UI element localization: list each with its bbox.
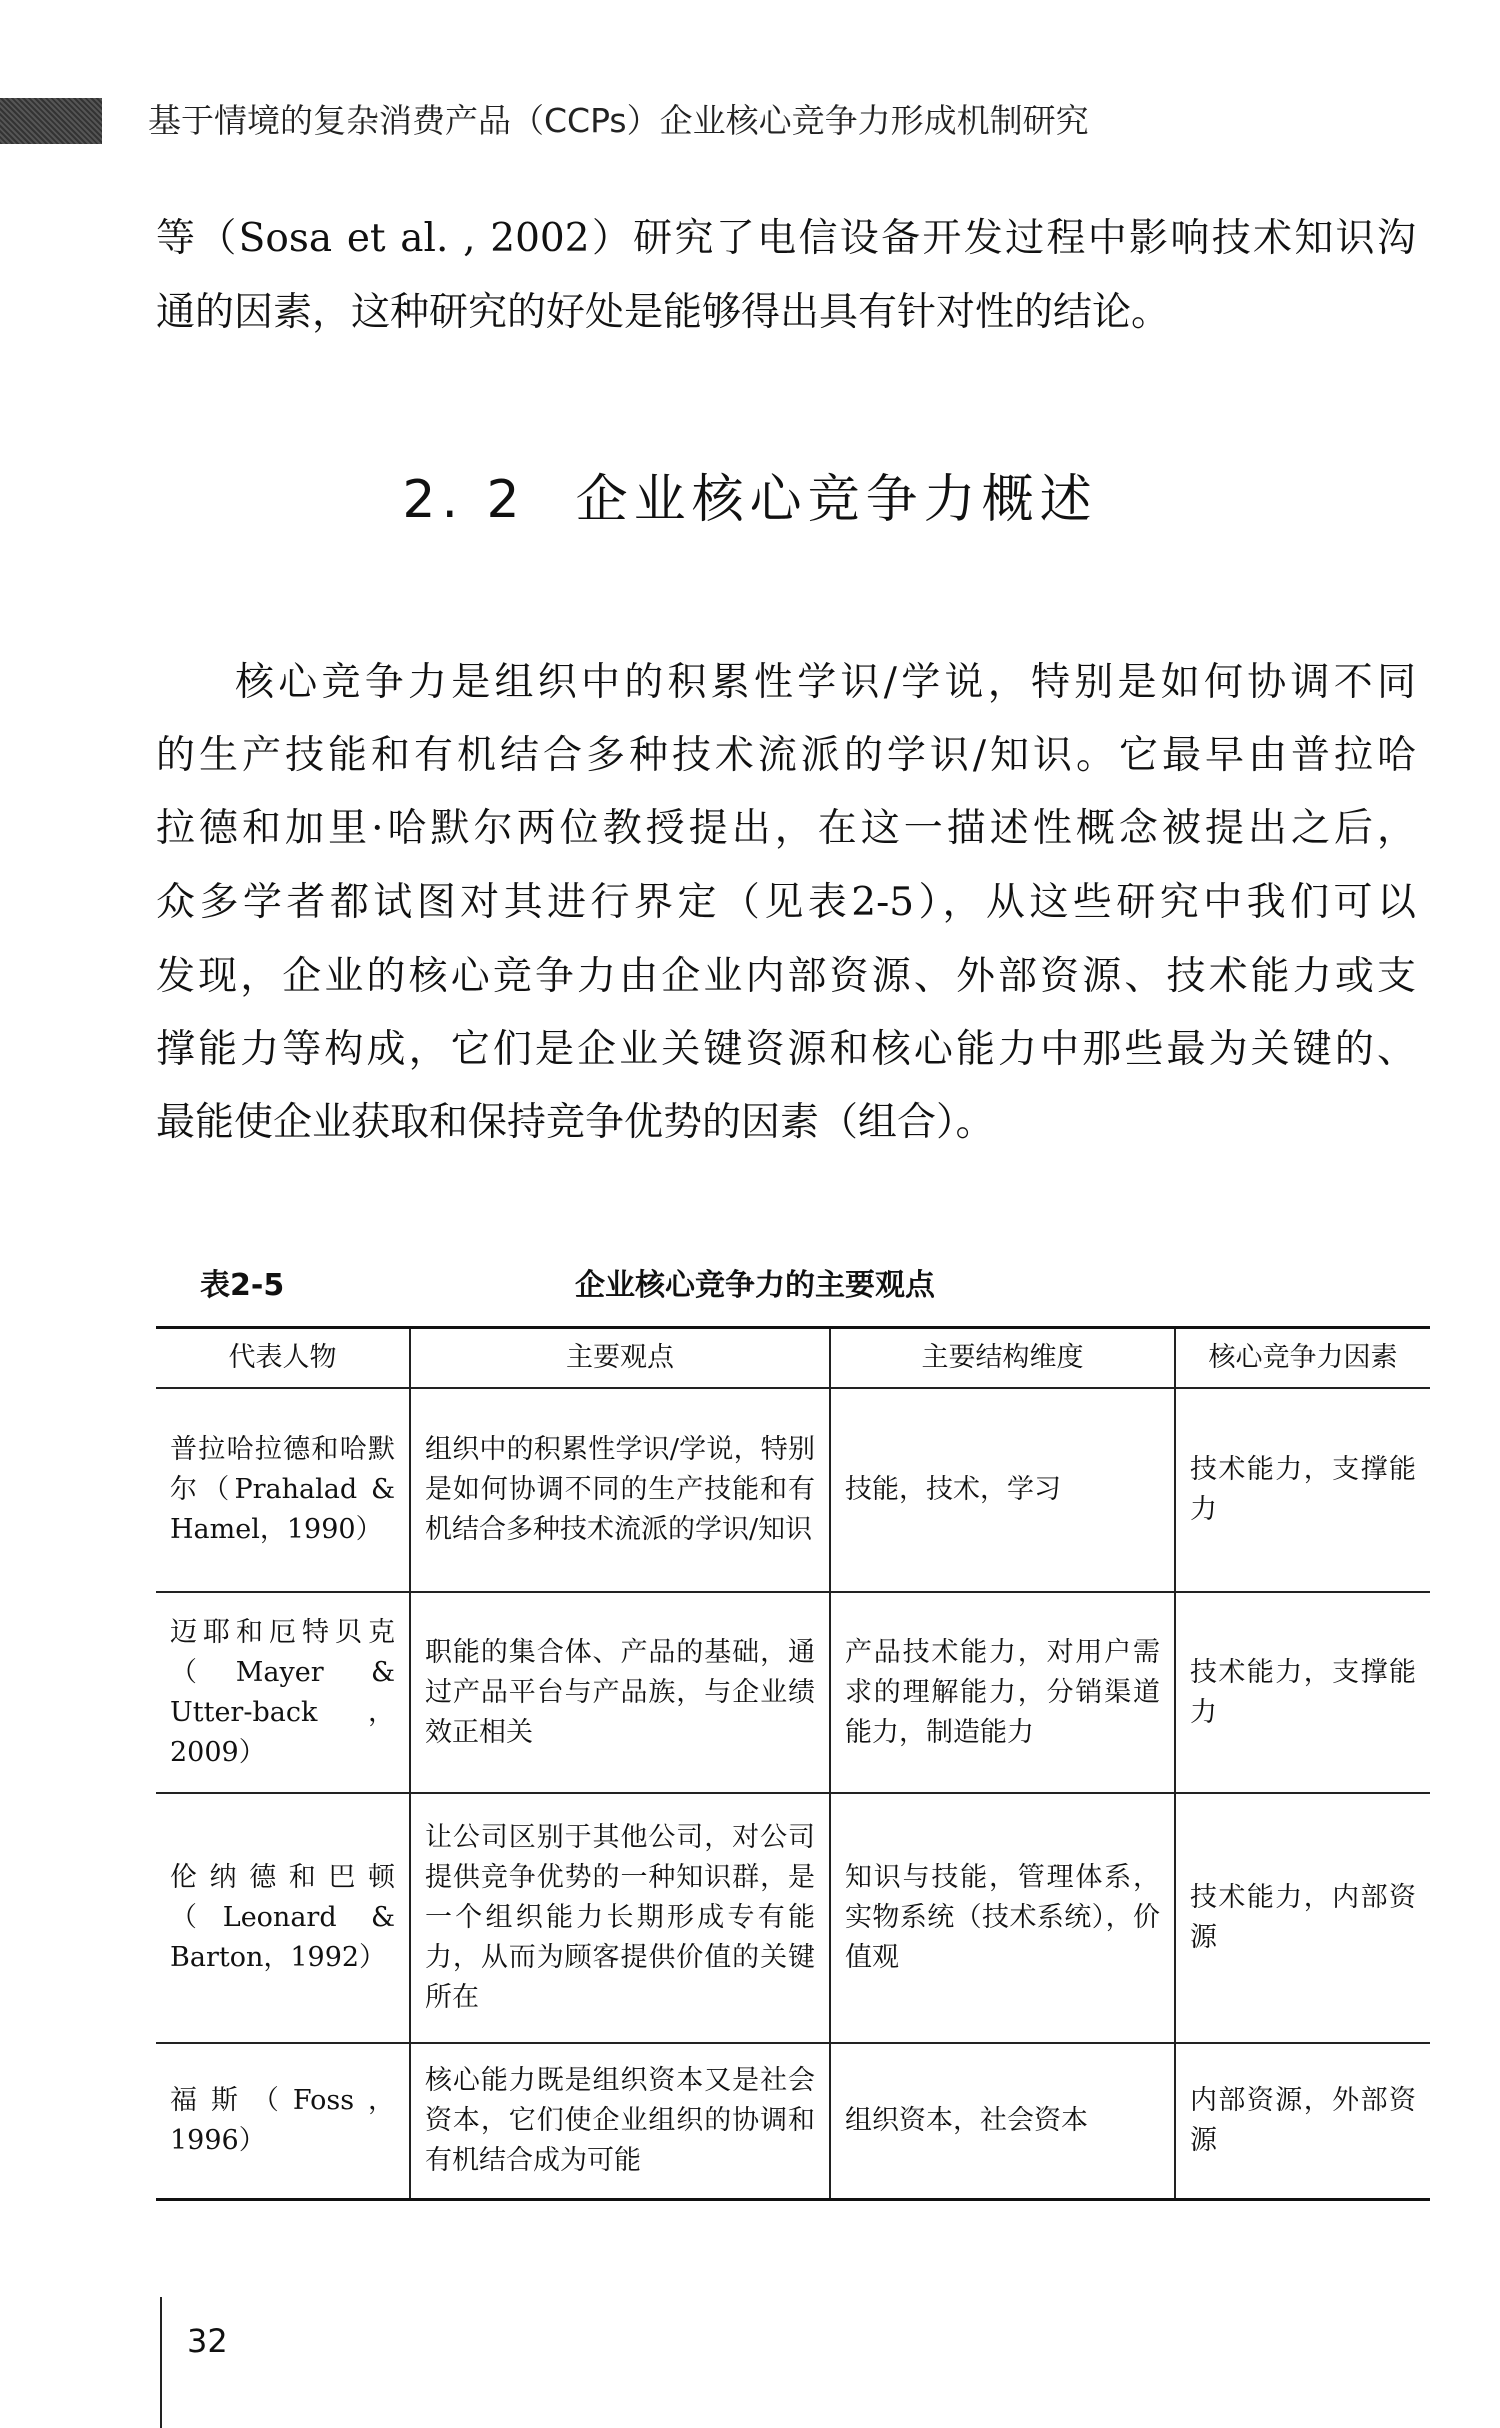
section-number: 2. 2 bbox=[402, 470, 526, 530]
paragraph-line: 核心竞争力是组织中的积累性学识/学说，特别是如何协调不同 bbox=[235, 660, 1416, 705]
paragraph-line: 最能使企业获取和保持竞争优势的因素（组合）。 bbox=[156, 1100, 995, 1145]
table-cell: 福斯（Foss，1996） bbox=[170, 2084, 395, 2156]
table-label: 表2-5 bbox=[200, 1268, 285, 1303]
table-cell: 组织资本，社会资本 bbox=[830, 2043, 1175, 2199]
core-competence-table bbox=[156, 1326, 1430, 2201]
table-cell: 让公司区别于其他公司，对公司提供竞争优势的一种知识群，是一个组织能力长期形成专有能力，从而为顾客提供价值的关键所在 bbox=[410, 1793, 830, 2043]
column-header: 核心竞争力因素 bbox=[1175, 1328, 1430, 1389]
header-marker bbox=[0, 98, 102, 144]
column-header: 主要观点 bbox=[410, 1328, 830, 1389]
margin-rule bbox=[160, 2297, 162, 2428]
section-title: 企业核心竞争力概述 bbox=[575, 470, 1098, 530]
table-row bbox=[156, 2043, 1430, 2199]
table-title: 企业核心竞争力的主要观点 bbox=[575, 1268, 935, 1303]
column-header: 代表人物 bbox=[228, 1342, 337, 1373]
table-row bbox=[156, 1388, 1430, 1592]
table-row bbox=[156, 1793, 1430, 2043]
intro-line: 通的因素，这种研究的好处是能够得出具有针对性的结论。 bbox=[156, 290, 1171, 335]
table-cell: 迈耶和厄特贝克（Mayer & Utter-back，2009） bbox=[170, 1616, 395, 1768]
paragraph-line: 众多学者都试图对其进行界定（见表2-5），从这些研究中我们可以 bbox=[156, 880, 1416, 925]
table-cell: 核心能力既是组织资本又是社会资本，它们使企业组织的协调和有机结合成为可能 bbox=[410, 2043, 830, 2199]
intro-line: 等（Sosa et al. , 2002）研究了电信设备开发过程中影响技术知识沟 bbox=[156, 216, 1416, 261]
column-header: 主要结构维度 bbox=[830, 1328, 1175, 1389]
table-header-row bbox=[156, 1328, 1430, 1389]
table-row bbox=[156, 1592, 1430, 1793]
table-cell: 普拉哈拉德和哈默尔（Prahalad & Hamel，1990） bbox=[170, 1434, 395, 1545]
page-number: 32 bbox=[187, 2322, 228, 2360]
table-cell: 技术能力，支撑能力 bbox=[1175, 1388, 1430, 1592]
table-cell: 技能，技术，学习 bbox=[830, 1388, 1175, 1592]
paragraph-line: 的生产技能和有机结合多种技术流派的学识/知识。它最早由普拉哈 bbox=[156, 733, 1416, 778]
paragraph-line: 撑能力等构成，它们是企业关键资源和核心能力中那些最为关键的、 bbox=[156, 1027, 1416, 1072]
table-cell: 知识与技能，管理体系，实物系统（技术系统），价值观 bbox=[830, 1793, 1175, 2043]
table-cell: 技术能力，内部资源 bbox=[1175, 1793, 1430, 2043]
table-cell: 职能的集合体、产品的基础，通过产品平台与产品族，与企业绩效正相关 bbox=[410, 1592, 830, 1793]
table-cell: 内部资源，外部资源 bbox=[1175, 2043, 1430, 2199]
paragraph-line: 发现，企业的核心竞争力由企业内部资源、外部资源、技术能力或支 bbox=[156, 954, 1416, 999]
paragraph-line: 拉德和加里·哈默尔两位教授提出，在这一描述性概念被提出之后， bbox=[156, 806, 1416, 851]
running-header: 基于情境的复杂消费产品（CCPs）企业核心竞争力形成机制研究 bbox=[148, 101, 1089, 140]
table-cell: 组织中的积累性学识/学说，特别是如何协调不同的生产技能和有机结合多种技术流派的学识/知识 bbox=[410, 1388, 830, 1592]
section-heading bbox=[0, 468, 1500, 532]
table-cell: 伦纳德和巴顿（Leonard & Barton，1992） bbox=[170, 1862, 395, 1973]
table-cell: 技术能力，支撑能力 bbox=[1175, 1592, 1430, 1793]
table-cell: 产品技术能力，对用户需求的理解能力，分销渠道能力，制造能力 bbox=[830, 1592, 1175, 1793]
